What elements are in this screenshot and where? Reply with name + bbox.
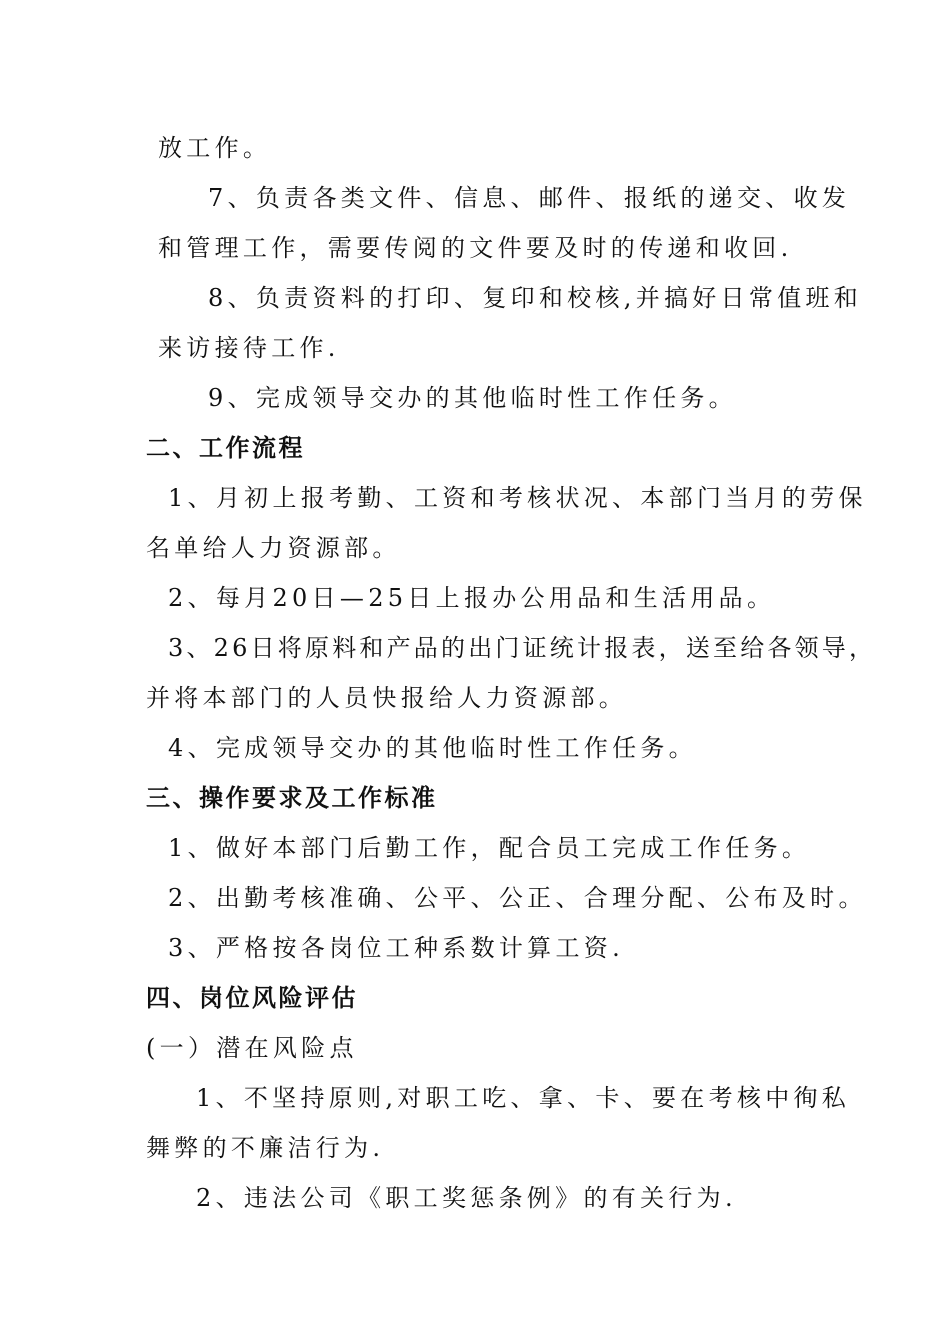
risk-2: 2、违法公司《职工奖惩条例》的有关行为. — [196, 1184, 737, 1212]
flow-3-line-2: 并将本部门的人员快报给人力资源部。 — [146, 684, 628, 712]
item-9: 9、完成领导交办的其他临时性工作任务。 — [208, 384, 737, 412]
section-2-title: 二、工作流程 — [146, 433, 305, 462]
item-8-line-1: 8、负责资料的打印、复印和校核,并搞好日常值班和 — [208, 284, 863, 312]
standard-2: 2、出勤考核准确、公平、公正、合理分配、公布及时。 — [168, 884, 867, 912]
standard-1: 1、做好本部门后勤工作，配合员工完成工作任务。 — [168, 834, 811, 862]
flow-4: 4、完成领导交办的其他临时性工作任务。 — [168, 734, 697, 762]
item-7-line-2: 和管理工作，需要传阅的文件要及时的传递和收回. — [158, 234, 793, 262]
section-3-title: 三、操作要求及工作标准 — [146, 783, 438, 812]
item-7-line-1: 7、负责各类文件、信息、邮件、报纸的递交、收发 — [208, 184, 851, 212]
flow-1-line-1: 1、月初上报考勤、工资和考核状况、本部门当月的劳保 — [168, 484, 867, 512]
subsection-1-title: (一）潜在风险点 — [146, 1034, 358, 1062]
flow-2: 2、每月20日—25日上报办公用品和生活用品。 — [168, 584, 776, 612]
flow-1-line-2: 名单给人力资源部。 — [146, 534, 401, 562]
flow-3-line-1: 3、26日将原料和产品的出门证统计报表，送至给各领导， — [168, 634, 877, 662]
risk-1-line-2: 舞弊的不廉洁行为. — [146, 1134, 385, 1162]
risk-1-line-1: 1、不坚持原则,对职工吃、拿、卡、要在考核中徇私 — [196, 1084, 851, 1112]
item-8-line-2: 来访接待工作. — [158, 334, 340, 362]
standard-3: 3、严格按各岗位工种系数计算工资. — [168, 934, 624, 962]
paragraph-6-continuation: 放工作。 — [158, 134, 272, 162]
section-4-title: 四、岗位风险评估 — [146, 983, 358, 1012]
